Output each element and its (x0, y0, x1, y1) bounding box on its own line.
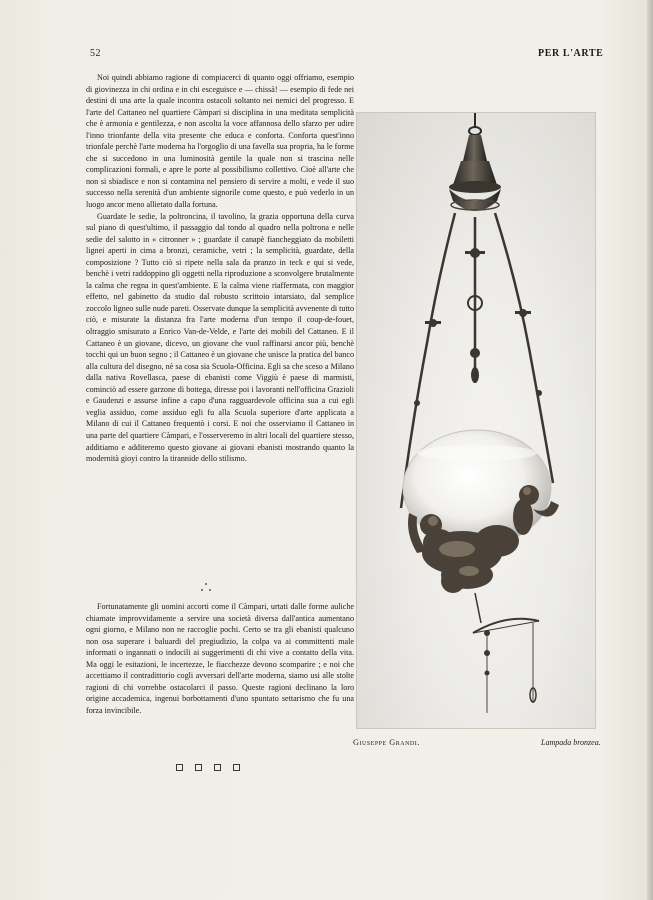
paragraph: Noi quindi abbiamo ragione di compiacerci di quanto oggi offriamo, esempio di giovinezza in chi ordina e in chi esceguisce e — chissà! — esempio di fede nei destini di una arte la quale incontra ostacoli soltanto nei nemici del progresso. E l'arte del Cattaneo nel quartiere Càmpari si disciplina in una meditata semplicità che è armonia e gentilezza, e non ascolta la voce affannosa dello sfarzo per udire l'inno trionfante della vita presente che educa e conforta. Conforta quest'inno trionfale perchè l'arte moderna ha l'orgoglio di una favella sua propria, ha le forme che si succedono in una luminosità gentile la quale non si trascina nelle complicazioni formali, e apre le porte al possibilismo collettivo. Cioè all'arte che non si sbiadisce e non si contamina nel pensiero di servire a molti, e vede il suo successo nella serenità d'un ambiente signorile come questo, e può vederlo in un luogo ancor meno allietato dalla fortuna. (86, 73, 354, 210)
figure-title: Lampada bronzea. (541, 738, 601, 747)
text-column-2 (86, 601, 354, 716)
lamp-photograph (356, 112, 596, 729)
paragraph: Guardate le sedie, la poltroncina, il tavolino, la grazia opportuna della curva sul piano di quest'ultimo, il passaggio dal tondo al quadro nella poltrona e nelle sedie del salotto in « citronner » ; guardate il canapè fiancheggiato da mobiletti lignei aperti in cima a bronzi, ceramiche, vetri ; la semplicità, guardate, della composizione ? Tutto ciò si ripete nella sala da pranzo in teck e qui si vede, benchè i vetri raddoppino gli oggetti nella riproduzione a sconvolgere brutalmente la calma che regna in quest'ambiente. E la calma viene riaffermata, con maggior effetto, nel gabinetto da studio dal robusto scrittoio intarsiato, dal semplice zoccolo ligneo sulle nude pareti. Osservate dunque la semplicità avvenente di tutto ciò, e misurate la distanza fra l'arte moderna d'un tempo il coup-de-fouet, oltraggio smisurato a Enrico Van-de-Velde, e l'arte dei mobili del Cattaneo. E il Cattaneo è un giovane, dicevo, un giovane che vuol raffinarsi ancor più, benchè tocchi qui un buon segno ; il Cattaneo è un giovane che unisce la pratica del banco alla cultura del disegno, nè sa cosa sia Scuola-Officina. Egli sa che sceso a Milano dalla nativa Rovellasca, paese di ebanisti come Viggiù è paese di marmisti, cominciò ad essere garzone di bottega, diresse poi i lavoranti nell'officina Grazioli e Gaudenzi e assurse infine a capo d'una ragguardevole officina sua a cui egli veglia assiduo, come assiduo egli fu alla Scuola superiore d'arte applicata a Milano di cui il Cattaneo frequentò i corsi. E noi che osserviamo il Cattaneo in una parte del quartiere Càmpari, e l'osserveremo in altri locali del quartiere stesso, additiamo e additeremo questo giovane ai giovani ebanisti mostrando quanto la modernità gioyi contro la tirannide dello stilismo. (86, 211, 354, 464)
page-edge (647, 0, 653, 900)
bronze-lamp-illustration (357, 113, 595, 728)
page-number: 52 (90, 48, 101, 59)
figure-credit: Giuseppe Grandi. (353, 738, 420, 747)
running-title: PER L'ARTE (538, 48, 604, 59)
paragraph: Fortunatamente gli uomini accorti come il Càmpari, urtati dalle forme auliche chiamate improvvidamente a servire una società diversa dall'antica aumentano ogni giorno, e Milano non ne raccoglie pochi. Certo se tra gli ebanisti qualcuno non osa superare i baluardi del pregiudizio, la colpa va ai committenti male informati o ingannati o indocili ai suggerimenti di chi vive a contatto della vita. Ma oggi le esitazioni, le incertezze, le fiacchezze devono scomparire ; e noi che accettiamo il contradittorio cogli avversari dell'arte moderna, siamo usi alle stolte ragioni di chi vorrebbe ostacolarci il passo. Queste ragioni declinano la loro origine accademica, ingenui borbottamenti d'uno spuntato settarismo che fu una forza invincibile. (86, 602, 354, 715)
section-separator-icon (200, 583, 214, 595)
text-column-1 (86, 72, 354, 465)
footer-ornament-icon (176, 764, 242, 772)
